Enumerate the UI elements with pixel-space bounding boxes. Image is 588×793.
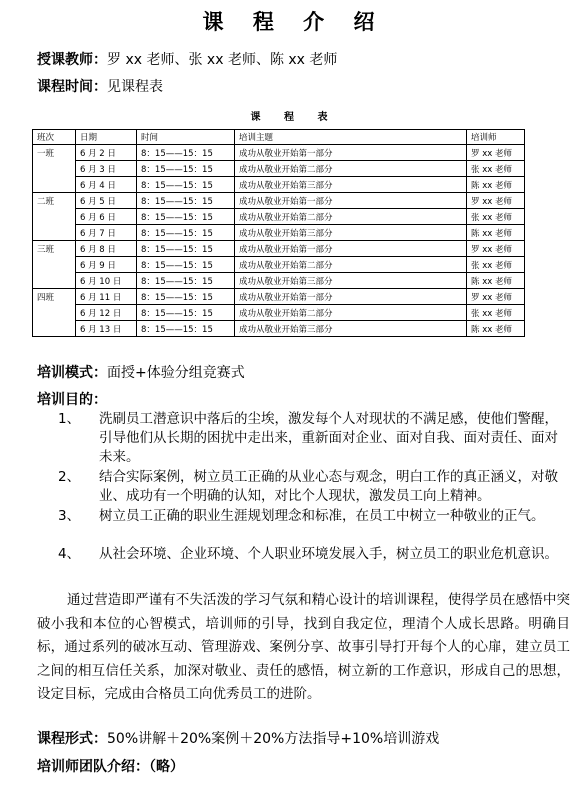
class-cell: 一班 [33,145,76,193]
time-cell: 8：15——15：15 [137,321,235,337]
schedule-table [32,129,525,337]
table-row [33,209,525,225]
topic-cell: 成功从敬业开始第三部分 [235,225,467,241]
table-row [33,305,525,321]
trainer-cell: 陈 xx 老师 [467,225,525,241]
purpose-label: 培训目的： [37,392,107,408]
schedule-time-label: 课程时间： [37,79,107,95]
table-row [33,321,525,337]
time-cell: 8：15——15：15 [137,145,235,161]
purpose-item-2 [43,468,568,508]
header-date: 日期 [76,130,137,145]
purpose-num: 1、 [58,411,81,427]
time-cell: 8：15——15：15 [137,225,235,241]
date-cell: 6 月 10 日 [76,273,137,289]
class-cell: 二班 [33,193,76,241]
time-cell: 8：15——15：15 [137,305,235,321]
date-cell: 6 月 13 日 [76,321,137,337]
purpose-item-1 [43,410,568,470]
purpose-num: 2、 [58,469,81,485]
topic-cell: 成功从敬业开始第三部分 [235,177,467,193]
class-cell: 四班 [33,289,76,337]
topic-cell: 成功从敬业开始第二部分 [235,161,467,177]
team-label: 培训师团队介绍：（略） [37,759,184,775]
schedule-time-value: 见课程表 [107,79,163,95]
team-line [37,757,184,777]
topic-cell: 成功从敬业开始第三部分 [235,321,467,337]
date-cell: 6 月 8 日 [76,241,137,257]
purpose-text: 从社会环境、企业环境、个人职业环境发展入手，树立员工的职业危机意识。 [99,546,558,562]
schedule-time-line [37,77,163,97]
time-cell: 8：15——15：15 [137,161,235,177]
topic-cell: 成功从敬业开始第三部分 [235,273,467,289]
form-label: 课程形式： [37,731,107,747]
date-cell: 6 月 2 日 [76,145,137,161]
table-title: 课 程 表 [250,112,338,123]
time-cell: 8：15——15：15 [137,273,235,289]
table-row [33,225,525,241]
purpose-heading [37,390,107,410]
purpose-item-4 [43,545,568,585]
purpose-text: 树立员工正确的职业生涯规划理念和标准，在员工中树立一种敬业的正气。 [99,508,545,524]
trainer-cell: 罗 xx 老师 [467,289,525,305]
topic-cell: 成功从敬业开始第二部分 [235,209,467,225]
trainer-cell: 陈 xx 老师 [467,177,525,193]
date-cell: 6 月 7 日 [76,225,137,241]
topic-cell: 成功从敬业开始第一部分 [235,145,467,161]
table-row [33,241,525,257]
date-cell: 6 月 6 日 [76,209,137,225]
table-body [33,145,525,337]
trainer-cell: 张 xx 老师 [467,209,525,225]
date-cell: 6 月 3 日 [76,161,137,177]
trainer-cell: 罗 xx 老师 [467,193,525,209]
header-trainer: 培训师 [467,130,525,145]
topic-cell: 成功从敬业开始第一部分 [235,289,467,305]
body-paragraph: 通过营造即严谨有不失活泼的学习气氛和精心设计的培训课程，使得学员在感悟中突破小我和本位的心智模式，培训师的引导，找到自我定位，理清个人成长思路。明确目标，通过系列的破冰互动、管理游戏、案例分享、故事引导打开每个人的心扉，建立员工之间的相互信任关系，加深对敬业、责任的感悟，树立新的工作意识，形成自己的思想，设定目标，完成由合格员工向优秀员工的进阶。 [37,592,570,702]
time-cell: 8：15——15：15 [137,289,235,305]
table-row [33,193,525,209]
time-cell: 8：15——15：15 [137,177,235,193]
teachers-label: 授课教师： [37,52,107,68]
form-line [37,729,439,749]
table-row [33,257,525,273]
date-cell: 6 月 4 日 [76,177,137,193]
time-cell: 8：15——15：15 [137,257,235,273]
trainer-cell: 陈 xx 老师 [467,273,525,289]
mode-label: 培训模式： [37,365,107,381]
purpose-item-3 [43,507,568,547]
time-cell: 8：15——15：15 [137,193,235,209]
teachers-line [37,50,337,70]
trainer-cell: 罗 xx 老师 [467,241,525,257]
time-cell: 8：15——15：15 [137,241,235,257]
table-row [33,145,525,161]
mode-value: 面授+体验分组竞赛式 [107,365,245,381]
topic-cell: 成功从敬业开始第二部分 [235,305,467,321]
date-cell: 6 月 5 日 [76,193,137,209]
table-row [33,161,525,177]
time-cell: 8：15——15：15 [137,209,235,225]
trainer-cell: 罗 xx 老师 [467,145,525,161]
teachers-value: 罗 xx 老师、张 xx 老师、陈 xx 老师 [107,52,338,68]
header-time: 时间 [137,130,235,145]
table-row [33,177,525,193]
purpose-text: 洗刷员工潜意识中落后的尘埃，激发每个人对现状的不满足感，使他们警醒，引导他们从长期的困扰中走出来，重新面对企业、面对自我、面对责任、面对未来。 [99,411,558,465]
trainer-cell: 张 xx 老师 [467,161,525,177]
table-row [33,273,525,289]
header-topic: 培训主题 [235,130,467,145]
trainer-cell: 陈 xx 老师 [467,321,525,337]
date-cell: 6 月 9 日 [76,257,137,273]
table-header-row [33,130,525,145]
page-title: 课 程 介 绍 [202,10,386,34]
date-cell: 6 月 11 日 [76,289,137,305]
mode-line [37,363,245,383]
purpose-text: 结合实际案例，树立员工正确的从业心态与观念，明白工作的真正涵义，对敬业、成功有一个明确的认知，对比个人现状，激发员工向上精神。 [99,469,558,504]
topic-cell: 成功从敬业开始第二部分 [235,257,467,273]
trainer-cell: 张 xx 老师 [467,257,525,273]
date-cell: 6 月 12 日 [76,305,137,321]
class-cell: 三班 [33,241,76,289]
purpose-num: 4、 [58,546,81,562]
header-class: 班次 [33,130,76,145]
trainer-cell: 张 xx 老师 [467,305,525,321]
topic-cell: 成功从敬业开始第一部分 [235,241,467,257]
table-row [33,289,525,305]
purpose-num: 3、 [58,508,81,524]
topic-cell: 成功从敬业开始第一部分 [235,193,467,209]
form-value: 50%讲解＋20%案例＋20%方法指导+10%培训游戏 [107,731,440,747]
